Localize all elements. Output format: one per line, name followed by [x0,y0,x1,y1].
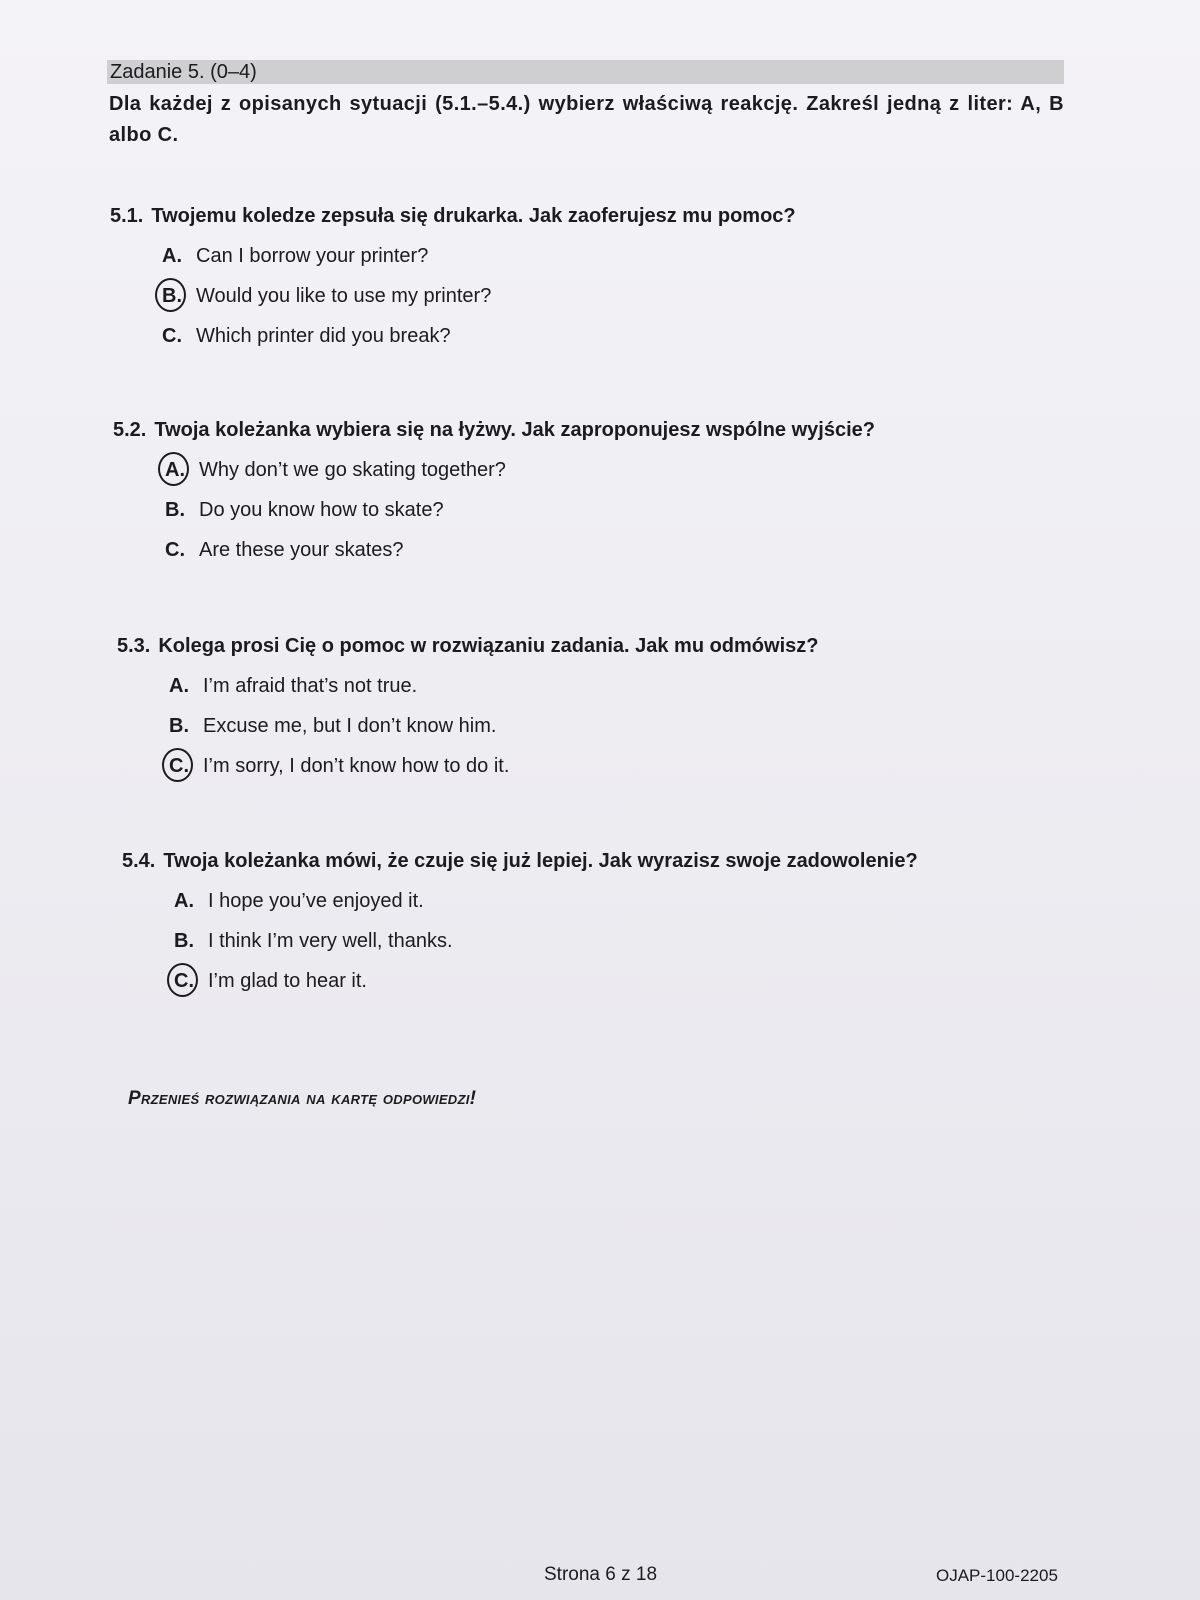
option-c[interactable] [174,968,1062,994]
option-letter: A. [169,675,189,697]
option-text: Would you like to use my printer? [196,285,492,307]
question-number: 5.3. [117,635,151,657]
option-b[interactable] [165,497,1053,523]
question-number: 5.1. [110,205,144,227]
option-text: Do you know how to skate? [199,499,444,521]
question-text: Twojemu koledze zepsuła się drukarka. Jak zaoferujesz mu pomoc? [151,205,796,227]
option-letter: B. [165,499,185,521]
option-letter-circled: C. [174,968,208,994]
option-a[interactable] [174,888,1062,914]
transfer-answers-note: Przenieś rozwiązania na kartę odpowiedzi! [128,1088,477,1109]
option-c[interactable] [162,323,1050,349]
option-c[interactable] [169,753,1057,779]
option-b[interactable] [169,713,1057,739]
option-text: Can I borrow your printer? [196,245,429,267]
question-title [110,203,1050,229]
option-letter-circled: C. [169,753,203,779]
question-text: Twoja koleżanka wybiera się na łyżwy. Jak zaproponujesz wspólne wyjście? [154,419,875,441]
option-b[interactable] [174,928,1062,954]
option-letter: C. [162,325,182,347]
option-text: I’m sorry, I don’t know how to do it. [203,755,510,777]
question-number: 5.4. [122,850,156,872]
option-text: Which printer did you break? [196,325,451,347]
option-letter: B. [169,715,189,737]
option-text: I’m afraid that’s not true. [203,675,418,697]
question-number: 5.2. [113,419,147,441]
option-letter: C. [165,539,185,561]
question-title [122,848,1062,874]
option-text: Are these your skates? [199,539,404,561]
option-letter: A. [174,890,194,912]
question-5-4 [122,848,1062,994]
question-title [113,417,1053,443]
option-text: I hope you’ve enjoyed it. [208,890,424,912]
option-letter-circled: B. [162,283,196,309]
option-c[interactable] [165,537,1053,563]
question-text: Twoja koleżanka mówi, że czuje się już lepiej. Jak wyrazisz swoje zadowolenie? [163,850,918,872]
question-5-1 [110,203,1050,349]
question-text: Kolega prosi Cię o pomoc w rozwiązaniu zadania. Jak mu odmówisz? [158,635,819,657]
option-b[interactable] [162,283,1050,309]
task-instruction: Dla każdej z opisanych sytuacji (5.1.–5.4.) wybierz właściwą reakcję. Zakreśl jedną z liter: A, B albo C. [109,93,1064,146]
option-text: Why don’t we go skating together? [199,459,506,481]
page-number: Strona 6 z 18 [544,1564,658,1585]
option-letter: B. [174,930,194,952]
option-letter-circled: A. [165,457,199,483]
document-code: OJAP-100-2205 [936,1566,1058,1585]
option-text: I think I’m very well, thanks. [208,930,453,952]
option-text: I’m glad to hear it. [208,970,367,992]
task-header: Zadanie 5. (0–4) [107,60,1064,84]
option-letter: A. [162,245,182,267]
question-title [117,633,1057,659]
question-5-3 [117,633,1057,779]
option-a[interactable] [162,243,1050,269]
option-a[interactable] [169,673,1057,699]
option-a[interactable] [165,457,1053,483]
question-5-2 [113,417,1053,563]
option-text: Excuse me, but I don’t know him. [203,715,497,737]
